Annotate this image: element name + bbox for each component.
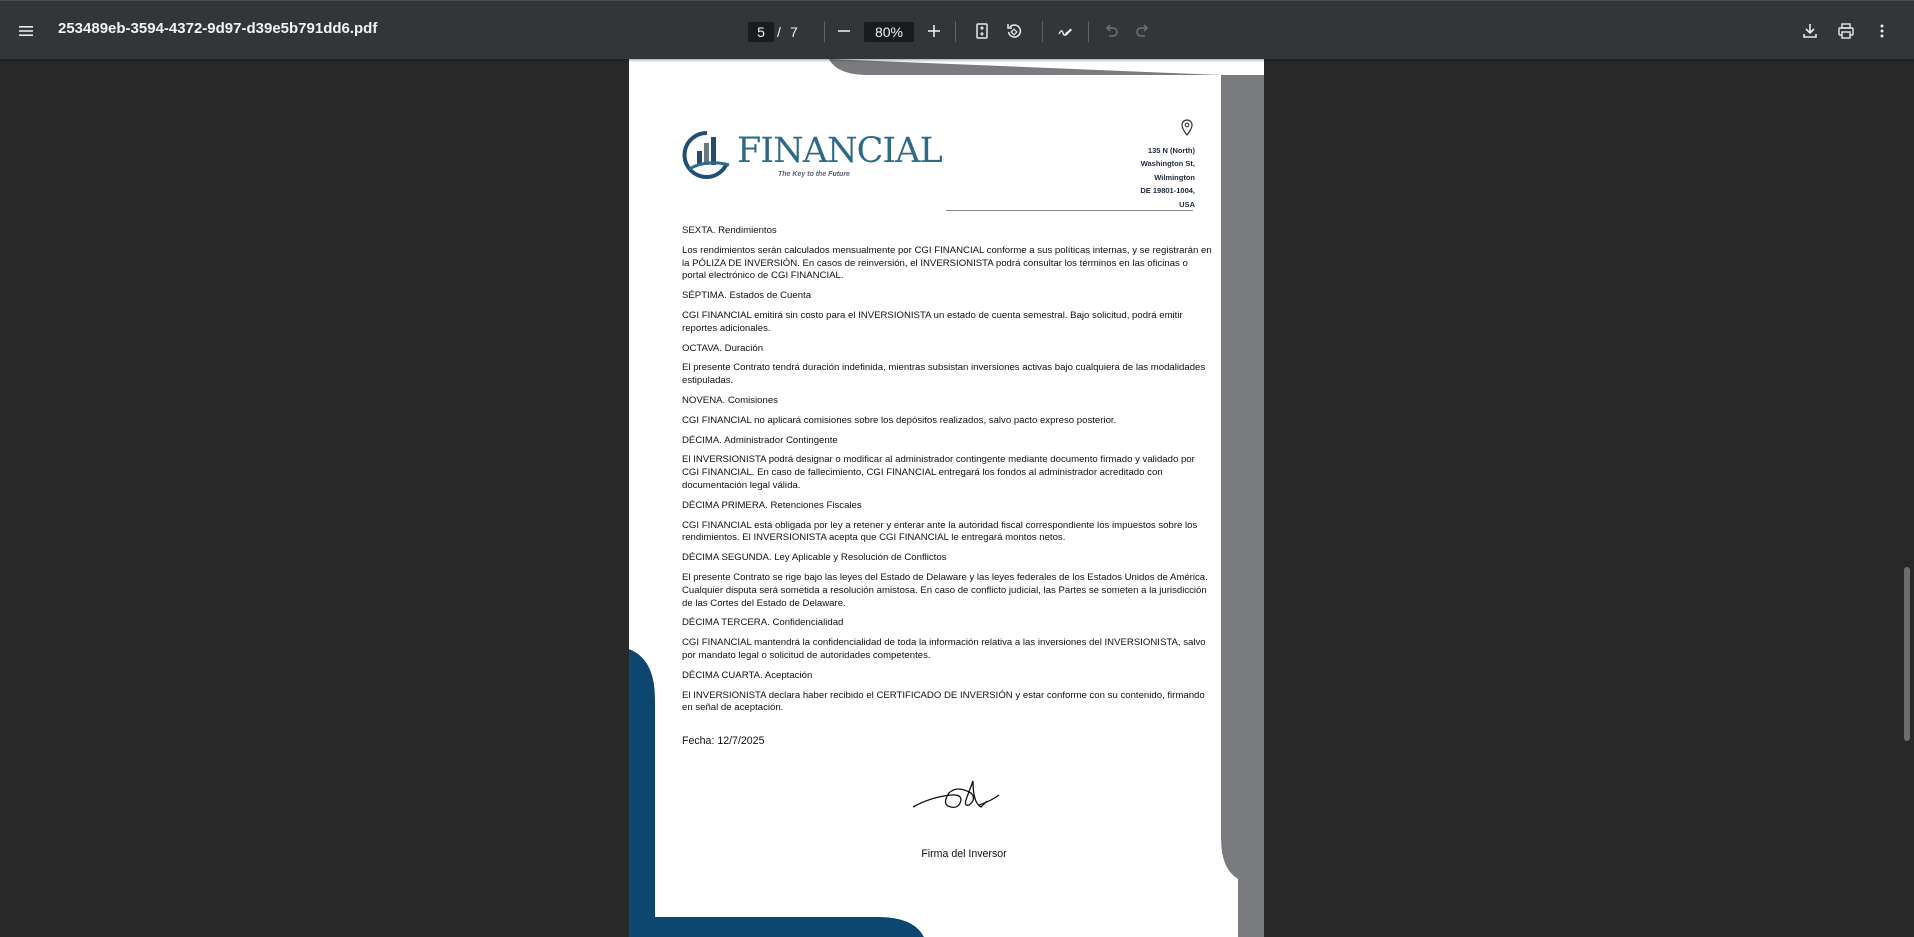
undo-icon bbox=[1102, 22, 1120, 40]
company-address bbox=[1115, 144, 1195, 211]
toolbar-divider bbox=[824, 21, 825, 42]
signature-label: Firma del Inversor bbox=[921, 848, 1007, 860]
zoom-input[interactable]: 80% bbox=[864, 22, 914, 42]
clause-heading: OCTAVA. Duración bbox=[682, 342, 764, 354]
document-title: 253489eb-3594-4372-9d97-d39e5b791dd6.pdf bbox=[58, 20, 378, 37]
date-line: Fecha: 12/7/2025 bbox=[682, 735, 765, 747]
logo-mark-icon bbox=[679, 125, 735, 181]
printer-icon bbox=[1837, 22, 1855, 40]
address-line: 135 N (North) bbox=[1147, 146, 1195, 155]
toolbar-divider bbox=[1088, 21, 1089, 42]
fit-page-icon bbox=[973, 22, 991, 40]
pen-icon bbox=[1056, 22, 1074, 40]
clause-body: CGI FINANCIAL mantendrá la confidencialidad de toda la información relativa a las inversiones del INVERSIONISTA, salvo por mandato legal o solicitud de autoridades competentes. bbox=[682, 637, 1206, 661]
print-button[interactable] bbox=[1830, 15, 1862, 47]
pdf-toolbar bbox=[0, 0, 1914, 59]
clause-body: Los rendimientos serán calculados mensualmente por CGI FINANCIAL conforme a sus políticas internas, y se registrarán en la PÓLIZA DE INVERSIÓN. En casos de reinversión, el INVERSIONISTA podrá consultar los términos en las oficinas o portal electrónico de CGI FINANCIAL. bbox=[682, 244, 1212, 282]
clause-heading: DÉCIMA TERCERA. Confidencialidad bbox=[682, 617, 844, 629]
redo-icon bbox=[1134, 22, 1152, 40]
minus-icon bbox=[835, 22, 853, 40]
clause-heading: DÉCIMA PRIMERA. Retenciones Fiscales bbox=[682, 499, 862, 511]
zoom-in-button[interactable] bbox=[918, 15, 950, 47]
undo-button[interactable] bbox=[1095, 15, 1127, 47]
more-actions-button[interactable] bbox=[1866, 15, 1898, 47]
redo-button[interactable] bbox=[1127, 15, 1159, 47]
download-button[interactable] bbox=[1794, 15, 1826, 47]
page-separator: / bbox=[777, 24, 781, 40]
pdf-page bbox=[629, 59, 1264, 937]
annotate-button[interactable] bbox=[1049, 15, 1081, 47]
clause-body: El presente Contrato se rige bajo las leyes del Estado de Delaware y las leyes federales de los Estados Unidos de América. Cualquier disputa será sometida a resolución amistosa. En caso de conflicto judicial, las Partes se someten a la jurisdicción de las Cortes del Estado de Delaware. bbox=[682, 571, 1208, 609]
clause-body: CGI FINANCIAL emitirá sin costo para el INVERSIONISTA un estado de cuenta semestral. Bajo solicitud, podrá emitir reportes adicionales. bbox=[682, 309, 1183, 334]
logo-tagline: The Key to the Future bbox=[778, 171, 850, 178]
address-line: Wilmington bbox=[1154, 172, 1195, 182]
clause-heading: DÉCIMA. Administrador Contingente bbox=[682, 434, 838, 446]
plus-icon bbox=[925, 22, 943, 40]
logo-wordmark: FINANCIAL bbox=[737, 131, 942, 171]
scrollbar-thumb[interactable] bbox=[1904, 567, 1910, 741]
address-line: DE 19801-1004, bbox=[1140, 186, 1195, 196]
clause-body: El INVERSIONISTA declara haber recibido el CERTIFICADO DE INVERSIÓN y estar conforme con su contenido, firmando en señal de aceptación. bbox=[682, 689, 1205, 714]
contract-clauses bbox=[682, 225, 1212, 722]
rotate-icon bbox=[1005, 22, 1023, 40]
menu-icon[interactable] bbox=[10, 15, 42, 47]
clause-heading: DÉCIMA SEGUNDA. Ley Aplicable y Resolución de Conflictos bbox=[682, 552, 947, 564]
clause-heading: SEXTA. Rendimientos bbox=[682, 225, 777, 236]
rotate-button[interactable] bbox=[998, 15, 1030, 47]
clause-heading: DÉCIMA CUARTA. Aceptación bbox=[682, 669, 813, 681]
toolbar-divider bbox=[955, 21, 956, 42]
zoom-out-button[interactable] bbox=[828, 15, 860, 47]
clause-body: El presente Contrato tendrá duración indefinida, mientras subsistan inversiones activas bajo cualquiera de las modalidades estipuladas. bbox=[682, 362, 1206, 387]
fit-page-button[interactable] bbox=[966, 15, 998, 47]
clause-heading: NOVENA. Comisiones bbox=[682, 394, 778, 406]
clause-body: El INVERSIONISTA podrá designar o modificar al administrador contingente mediante documento firmado y validado por CGI FINANCIAL. En caso de fallecimiento, CGI FINANCIAL entregará los fondos al administrador acreditado con documentación legal válida. bbox=[682, 454, 1195, 491]
clause-body: CGI FINANCIAL no aplicará comisiones sobre los depósitos realizados, salvo pacto expreso posterior. bbox=[682, 414, 1117, 426]
page-number-input[interactable]: 5 bbox=[748, 22, 774, 42]
location-pin-icon bbox=[1180, 119, 1194, 137]
clause-body: CGI FINANCIAL está obligada por ley a retener y enterar ante la autoridad fiscal correspondiente los impuestos sobre los rendimientos. El INVERSIONISTA acepta que CGI FINANCIAL le entregará montos netos. bbox=[682, 519, 1198, 544]
download-icon bbox=[1801, 22, 1819, 40]
vertical-scrollbar[interactable] bbox=[1900, 59, 1914, 937]
clause-heading: SÉPTIMA. Estados de Cuenta bbox=[682, 290, 812, 302]
more-vert-icon bbox=[1873, 22, 1891, 40]
address-line: Washington St, bbox=[1140, 159, 1195, 169]
toolbar-divider bbox=[1042, 21, 1043, 42]
page-total: 7 bbox=[790, 24, 798, 40]
handwritten-signature bbox=[911, 775, 1021, 815]
company-logo bbox=[679, 125, 942, 185]
header-rule bbox=[946, 210, 1193, 211]
address-line: USA bbox=[1179, 199, 1195, 209]
